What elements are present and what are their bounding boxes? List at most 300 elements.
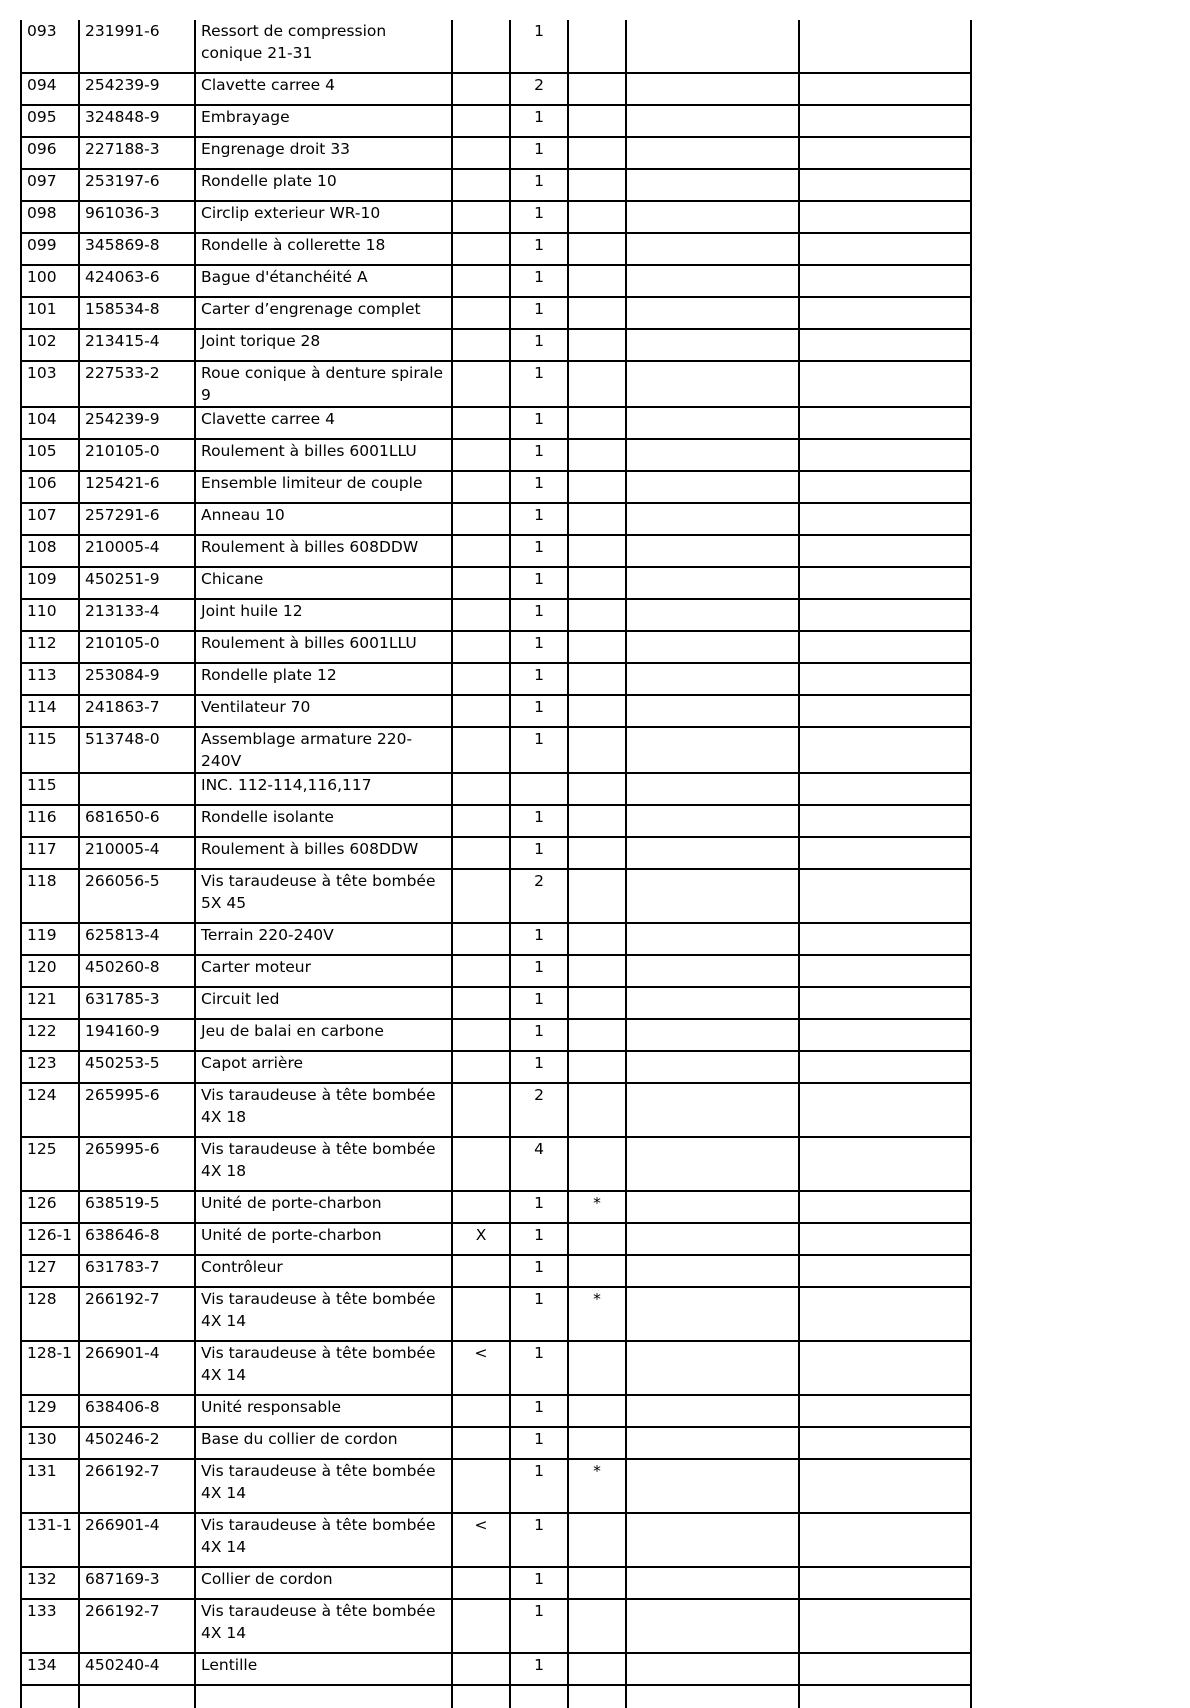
part-number-cell-text: 210005-4 xyxy=(85,840,160,858)
description-cell-text: Vis taraudeuse à tête bombée 4X 14 xyxy=(201,1462,436,1502)
empty-cell xyxy=(799,1019,971,1051)
item-number-cell-text: 115 xyxy=(27,776,57,794)
description-cell xyxy=(195,169,452,201)
item-number-cell-text: 126-1 xyxy=(27,1226,73,1244)
quantity-cell-text: 1 xyxy=(534,1226,544,1244)
description-cell-text: Roulement à billes 6001LLU xyxy=(201,634,417,652)
part-number-cell xyxy=(79,1427,195,1459)
quantity-cell xyxy=(510,869,568,923)
note-cell xyxy=(568,503,626,535)
part-number-cell-text: 227188-3 xyxy=(85,140,160,158)
part-number-cell xyxy=(79,1341,195,1395)
item-number-cell-text: 130 xyxy=(27,1430,57,1448)
quantity-cell-text: 1 xyxy=(534,1054,544,1072)
quantity-cell-text: 2 xyxy=(534,76,544,94)
quantity-cell-text: 1 xyxy=(534,602,544,620)
part-number-cell-text: 265995-6 xyxy=(85,1086,160,1104)
part-number-cell xyxy=(79,439,195,471)
quantity-cell xyxy=(510,1287,568,1341)
note-cell xyxy=(568,955,626,987)
empty-cell xyxy=(799,955,971,987)
part-number-cell xyxy=(79,631,195,663)
part-number-cell-text: 450260-8 xyxy=(85,958,160,976)
marker-cell xyxy=(452,265,510,297)
marker-cell xyxy=(452,1051,510,1083)
description-cell-text: Collier de cordon xyxy=(201,1570,333,1588)
item-number-cell-text: 134 xyxy=(27,1656,57,1674)
table-row xyxy=(21,955,971,987)
part-number-cell-text: 210005-4 xyxy=(85,538,160,556)
part-number-cell xyxy=(79,1653,195,1685)
table-row xyxy=(21,361,971,407)
item-number-cell-text: 110 xyxy=(27,602,57,620)
quantity-cell xyxy=(510,361,568,407)
part-number-cell-text: 324848-9 xyxy=(85,108,160,126)
description-cell-text: Anneau 10 xyxy=(201,506,285,524)
table-row xyxy=(21,1137,971,1191)
quantity-cell xyxy=(510,1083,568,1137)
description-cell xyxy=(195,1459,452,1513)
note-cell xyxy=(568,1653,626,1685)
table-row xyxy=(21,503,971,535)
part-number-cell xyxy=(79,567,195,599)
empty-cell xyxy=(626,869,799,923)
note-cell xyxy=(568,1083,626,1137)
quantity-cell xyxy=(510,1223,568,1255)
description-cell-text: Vis taraudeuse à tête bombée 4X 14 xyxy=(201,1290,436,1330)
empty-cell xyxy=(799,1513,971,1567)
note-cell xyxy=(568,1427,626,1459)
description-cell xyxy=(195,923,452,955)
quantity-cell xyxy=(510,137,568,169)
item-number-cell-text: 133 xyxy=(27,1602,57,1620)
note-cell xyxy=(568,837,626,869)
empty-cell xyxy=(799,471,971,503)
part-number-cell xyxy=(79,1083,195,1137)
empty-cell xyxy=(799,987,971,1019)
item-number-cell-text: 119 xyxy=(27,926,57,944)
note-cell xyxy=(568,567,626,599)
part-number-cell xyxy=(79,1191,195,1223)
item-number-cell xyxy=(21,1395,79,1427)
item-number-cell xyxy=(21,1427,79,1459)
quantity-cell xyxy=(510,1513,568,1567)
item-number-cell-text: 121 xyxy=(27,990,57,1008)
note-cell xyxy=(568,1137,626,1191)
part-number-cell-text: 231991-6 xyxy=(85,22,160,40)
item-number-cell xyxy=(21,1513,79,1567)
quantity-cell-text: 4 xyxy=(534,1140,544,1158)
part-number-cell xyxy=(79,20,195,73)
description-cell xyxy=(195,265,452,297)
marker-cell xyxy=(452,1341,510,1395)
part-number-cell-text: 638519-5 xyxy=(85,1194,160,1212)
empty-cell xyxy=(799,361,971,407)
quantity-cell xyxy=(510,1255,568,1287)
empty-cell xyxy=(626,1287,799,1341)
description-cell xyxy=(195,955,452,987)
quantity-cell xyxy=(510,1395,568,1427)
table-row xyxy=(21,471,971,503)
table-row xyxy=(21,1513,971,1567)
table-row xyxy=(21,73,971,105)
description-cell-text: Joint torique 28 xyxy=(201,332,321,350)
empty-cell xyxy=(626,987,799,1019)
empty-cell xyxy=(626,1255,799,1287)
part-number-cell-text: 266901-4 xyxy=(85,1516,160,1534)
part-number-cell-text: 345869-8 xyxy=(85,236,160,254)
description-cell-text: Unité de porte-charbon xyxy=(201,1226,382,1244)
note-cell xyxy=(568,20,626,73)
description-cell xyxy=(195,471,452,503)
marker-cell xyxy=(452,869,510,923)
item-number-cell xyxy=(21,471,79,503)
note-cell xyxy=(568,169,626,201)
description-cell-text: Ensemble limiteur de couple xyxy=(201,474,423,492)
note-cell-text: * xyxy=(593,1290,601,1308)
part-number-cell xyxy=(79,1599,195,1653)
quantity-cell xyxy=(510,233,568,265)
note-cell xyxy=(568,105,626,137)
description-cell-text: Engrenage droit 33 xyxy=(201,140,351,158)
table-row xyxy=(21,439,971,471)
part-number-cell-text: 631783-7 xyxy=(85,1258,160,1276)
marker-cell xyxy=(452,1567,510,1599)
table-row xyxy=(21,265,971,297)
part-number-cell-text: 210105-0 xyxy=(85,634,160,652)
marker-cell xyxy=(452,137,510,169)
description-cell xyxy=(195,727,452,773)
empty-cell xyxy=(799,20,971,73)
description-cell-text: Roulement à billes 6001LLU xyxy=(201,442,417,460)
item-number-cell xyxy=(21,265,79,297)
empty-cell xyxy=(626,631,799,663)
item-number-cell-text: 126 xyxy=(27,1194,57,1212)
table-row xyxy=(21,987,971,1019)
part-number-cell-text: 253084-9 xyxy=(85,666,160,684)
empty-cell xyxy=(452,1685,510,1708)
marker-cell xyxy=(452,805,510,837)
marker-cell xyxy=(452,987,510,1019)
quantity-cell xyxy=(510,201,568,233)
note-cell xyxy=(568,695,626,727)
part-number-cell xyxy=(79,407,195,439)
item-number-cell-text: 122 xyxy=(27,1022,57,1040)
empty-cell xyxy=(626,955,799,987)
item-number-cell-text: 116 xyxy=(27,808,57,826)
description-cell-text: Vis taraudeuse à tête bombée 4X 14 xyxy=(201,1344,436,1384)
empty-cell xyxy=(626,805,799,837)
marker-cell-text: X xyxy=(475,1226,487,1244)
quantity-cell-text: 1 xyxy=(534,332,544,350)
note-cell xyxy=(568,1255,626,1287)
note-cell xyxy=(568,329,626,361)
description-cell-text: Clavette carree 4 xyxy=(201,76,335,94)
part-number-cell-text: 266901-4 xyxy=(85,1344,160,1362)
table-row xyxy=(21,695,971,727)
description-cell-text: Joint huile 12 xyxy=(201,602,303,620)
item-number-cell xyxy=(21,105,79,137)
note-cell xyxy=(568,1019,626,1051)
description-cell xyxy=(195,20,452,73)
item-number-cell-text: 128-1 xyxy=(27,1344,73,1362)
marker-cell-text: < xyxy=(474,1344,488,1362)
note-cell xyxy=(568,297,626,329)
marker-cell xyxy=(452,1287,510,1341)
marker-cell xyxy=(452,837,510,869)
item-number-cell-text: 120 xyxy=(27,958,57,976)
empty-cell xyxy=(626,1019,799,1051)
table-row xyxy=(21,1287,971,1341)
part-number-cell-text: 227533-2 xyxy=(85,364,160,382)
description-cell xyxy=(195,631,452,663)
item-number-cell xyxy=(21,361,79,407)
quantity-cell-text: 1 xyxy=(534,538,544,556)
description-cell-text: Circuit led xyxy=(201,990,280,1008)
table-row xyxy=(21,869,971,923)
empty-cell xyxy=(799,1653,971,1685)
note-cell xyxy=(568,1223,626,1255)
table-row xyxy=(21,233,971,265)
quantity-cell-text: 1 xyxy=(534,1194,544,1212)
part-number-cell-text: 638646-8 xyxy=(85,1226,160,1244)
empty-cell xyxy=(799,1599,971,1653)
table-row xyxy=(21,837,971,869)
description-cell-text: Rondelle à collerette 18 xyxy=(201,236,386,254)
part-number-cell xyxy=(79,73,195,105)
table-row xyxy=(21,663,971,695)
table-row xyxy=(21,805,971,837)
item-number-cell xyxy=(21,805,79,837)
description-cell-text: Carter d’engrenage complet xyxy=(201,300,421,318)
quantity-cell xyxy=(510,837,568,869)
quantity-cell-text: 1 xyxy=(534,204,544,222)
note-cell xyxy=(568,1459,626,1513)
part-number-cell xyxy=(79,105,195,137)
description-cell-text: Vis taraudeuse à tête bombée 4X 18 xyxy=(201,1086,436,1126)
quantity-cell-text: 1 xyxy=(534,808,544,826)
empty-cell xyxy=(799,1083,971,1137)
part-number-cell xyxy=(79,1051,195,1083)
empty-cell xyxy=(799,1341,971,1395)
empty-cell xyxy=(799,1395,971,1427)
item-number-cell-text: 103 xyxy=(27,364,57,382)
empty-cell xyxy=(799,169,971,201)
marker-cell xyxy=(452,1255,510,1287)
marker-cell xyxy=(452,535,510,567)
quantity-cell xyxy=(510,987,568,1019)
description-cell-text: Roue conique à denture spirale 9 xyxy=(201,364,444,404)
table-row xyxy=(21,535,971,567)
item-number-cell-text: 115 xyxy=(27,730,57,748)
empty-cell xyxy=(626,105,799,137)
marker-cell xyxy=(452,923,510,955)
part-number-cell xyxy=(79,1513,195,1567)
quantity-cell-text: 2 xyxy=(534,872,544,890)
marker-cell xyxy=(452,297,510,329)
description-cell xyxy=(195,105,452,137)
quantity-cell xyxy=(510,1019,568,1051)
description-cell xyxy=(195,137,452,169)
quantity-cell xyxy=(510,955,568,987)
empty-cell xyxy=(799,1137,971,1191)
description-cell xyxy=(195,329,452,361)
table-row xyxy=(21,727,971,773)
empty-cell xyxy=(799,663,971,695)
note-cell xyxy=(568,535,626,567)
item-number-cell-text: 131-1 xyxy=(27,1516,73,1534)
empty-cell xyxy=(626,1685,799,1708)
quantity-cell xyxy=(510,535,568,567)
description-cell xyxy=(195,695,452,727)
part-number-cell xyxy=(79,1287,195,1341)
item-number-cell xyxy=(21,20,79,73)
note-cell xyxy=(568,1287,626,1341)
table-row xyxy=(21,773,971,805)
empty-cell xyxy=(799,1051,971,1083)
description-cell-text: Contrôleur xyxy=(201,1258,283,1276)
table-row xyxy=(21,1341,971,1395)
table-row xyxy=(21,567,971,599)
empty-cell xyxy=(626,169,799,201)
note-cell xyxy=(568,73,626,105)
empty-cell xyxy=(799,297,971,329)
quantity-cell xyxy=(510,1191,568,1223)
table-row xyxy=(21,1255,971,1287)
description-cell xyxy=(195,407,452,439)
marker-cell xyxy=(452,233,510,265)
empty-cell xyxy=(799,599,971,631)
empty-cell xyxy=(799,1287,971,1341)
empty-cell xyxy=(626,599,799,631)
table-row xyxy=(21,137,971,169)
quantity-cell-text: 1 xyxy=(534,634,544,652)
quantity-cell-text: 2 xyxy=(534,1086,544,1104)
quantity-cell-text: 1 xyxy=(534,268,544,286)
note-cell xyxy=(568,773,626,805)
marker-cell xyxy=(452,169,510,201)
item-number-cell xyxy=(21,695,79,727)
note-cell xyxy=(568,663,626,695)
description-cell xyxy=(195,1395,452,1427)
part-number-cell xyxy=(79,923,195,955)
description-cell xyxy=(195,663,452,695)
marker-cell xyxy=(452,407,510,439)
part-number-cell xyxy=(79,727,195,773)
part-number-cell-text: 266056-5 xyxy=(85,872,160,890)
item-number-cell-text: 107 xyxy=(27,506,57,524)
item-number-cell xyxy=(21,1599,79,1653)
part-number-cell xyxy=(79,837,195,869)
table-row xyxy=(21,297,971,329)
part-number-cell-text: 254239-9 xyxy=(85,410,160,428)
table-row xyxy=(21,1395,971,1427)
part-number-cell xyxy=(79,361,195,407)
marker-cell xyxy=(452,201,510,233)
quantity-cell-text: 1 xyxy=(534,1290,544,1308)
empty-cell xyxy=(626,137,799,169)
description-cell-text: Carter moteur xyxy=(201,958,311,976)
part-number-cell xyxy=(79,297,195,329)
marker-cell xyxy=(452,1653,510,1685)
part-number-cell-text: 158534-8 xyxy=(85,300,160,318)
part-number-cell-text: 210105-0 xyxy=(85,442,160,460)
empty-cell xyxy=(626,773,799,805)
part-number-cell-text: 254239-9 xyxy=(85,76,160,94)
note-cell xyxy=(568,631,626,663)
description-cell xyxy=(195,535,452,567)
description-cell xyxy=(195,805,452,837)
item-number-cell-text: 099 xyxy=(27,236,57,254)
item-number-cell xyxy=(21,297,79,329)
part-number-cell xyxy=(79,695,195,727)
quantity-cell xyxy=(510,695,568,727)
empty-cell xyxy=(626,1599,799,1653)
marker-cell xyxy=(452,567,510,599)
description-cell xyxy=(195,361,452,407)
note-cell xyxy=(568,987,626,1019)
empty-cell xyxy=(799,503,971,535)
quantity-cell-text: 1 xyxy=(534,1344,544,1362)
note-cell xyxy=(568,1567,626,1599)
empty-cell xyxy=(799,233,971,265)
note-cell xyxy=(568,1341,626,1395)
empty-cell xyxy=(626,407,799,439)
table-row xyxy=(21,631,971,663)
part-number-cell xyxy=(79,265,195,297)
item-number-cell-text: 106 xyxy=(27,474,57,492)
item-number-cell xyxy=(21,439,79,471)
quantity-cell-text: 1 xyxy=(534,474,544,492)
item-number-cell-text: 101 xyxy=(27,300,57,318)
table-row xyxy=(21,1223,971,1255)
description-cell-text: Vis taraudeuse à tête bombée 5X 45 xyxy=(201,872,436,912)
empty-cell xyxy=(626,695,799,727)
description-cell-text: Rondelle isolante xyxy=(201,808,334,826)
item-number-cell xyxy=(21,955,79,987)
description-cell-text: Circlip exterieur WR-10 xyxy=(201,204,381,222)
marker-cell xyxy=(452,20,510,73)
empty-cell xyxy=(799,869,971,923)
marker-cell xyxy=(452,955,510,987)
table-row xyxy=(21,1459,971,1513)
description-cell xyxy=(195,503,452,535)
item-number-cell xyxy=(21,407,79,439)
marker-cell xyxy=(452,361,510,407)
part-number-cell-text: 213415-4 xyxy=(85,332,160,350)
table-row xyxy=(21,1019,971,1051)
part-number-cell xyxy=(79,869,195,923)
item-number-cell xyxy=(21,727,79,773)
empty-cell xyxy=(799,1459,971,1513)
empty-cell xyxy=(195,1685,452,1708)
item-number-cell xyxy=(21,1019,79,1051)
part-number-cell xyxy=(79,169,195,201)
description-cell-text: Unité responsable xyxy=(201,1398,342,1416)
quantity-cell xyxy=(510,1599,568,1653)
description-cell xyxy=(195,439,452,471)
description-cell xyxy=(195,1137,452,1191)
empty-cell xyxy=(799,1255,971,1287)
quantity-cell-text: 1 xyxy=(534,1570,544,1588)
empty-cell xyxy=(626,20,799,73)
quantity-cell-text: 1 xyxy=(534,698,544,716)
note-cell xyxy=(568,361,626,407)
empty-cell xyxy=(626,1137,799,1191)
item-number-cell xyxy=(21,1223,79,1255)
quantity-cell-text: 1 xyxy=(534,1656,544,1674)
part-number-cell-text: 631785-3 xyxy=(85,990,160,1008)
